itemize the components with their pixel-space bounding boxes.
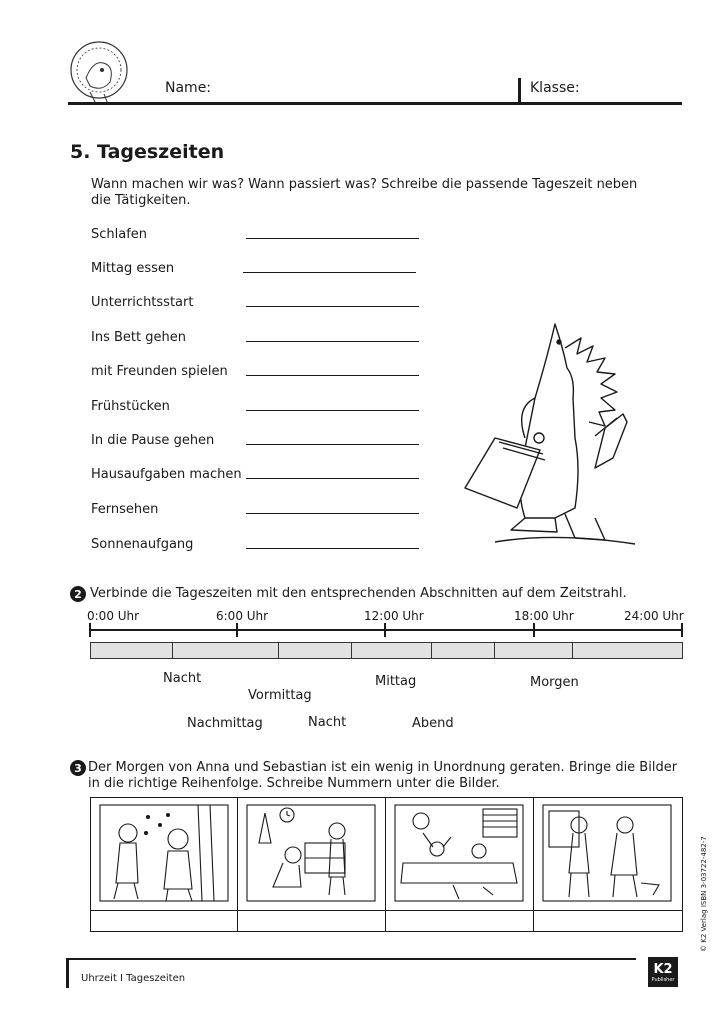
activity-label: Fernsehen bbox=[91, 502, 159, 517]
task2-instructions: Verbinde die Tageszeiten mit den entsprechenden Abschnitten auf dem Zeitstrahl. bbox=[90, 586, 627, 601]
activity-label: Mittag essen bbox=[91, 261, 175, 276]
daytime-word[interactable]: Nachmittag bbox=[187, 716, 263, 731]
timeline-segment-divider bbox=[572, 642, 573, 659]
timeline-segment-divider bbox=[278, 642, 279, 659]
k2-publisher-logo bbox=[648, 957, 678, 987]
timeline-segment-divider bbox=[351, 642, 352, 659]
timeline-tick-label: 6:00 Uhr bbox=[216, 609, 269, 623]
timeline-tick-label: 12:00 Uhr bbox=[364, 609, 424, 623]
daytime-word[interactable]: Morgen bbox=[530, 675, 579, 690]
answer-line[interactable] bbox=[246, 513, 419, 514]
timeline-segment-divider bbox=[431, 642, 432, 659]
picture-number-cell[interactable] bbox=[534, 911, 682, 931]
daytime-word[interactable]: Vormittag bbox=[248, 688, 312, 703]
activity-label: Sonnenaufgang bbox=[91, 537, 194, 552]
answer-line[interactable] bbox=[246, 375, 419, 376]
footer-title: Uhrzeit I Tageszeiten bbox=[81, 973, 186, 984]
task3-instructions: Der Morgen von Anna und Sebastian ist ein wenig in Unordnung geraten. Bringe die Bilder in die richtige Reihenfolge. Schreibe Nummern unter die Bilder. bbox=[88, 760, 678, 791]
name-label: Name: bbox=[165, 80, 212, 96]
activity-label: Ins Bett gehen bbox=[91, 330, 186, 345]
timeline-segment-divider bbox=[172, 642, 173, 659]
timeline-segment-divider bbox=[494, 642, 495, 659]
daytime-word[interactable]: Nacht bbox=[163, 671, 202, 686]
timeline-tick bbox=[681, 623, 683, 637]
answer-line[interactable] bbox=[246, 410, 419, 411]
header-rule bbox=[68, 102, 682, 105]
timeline-tick bbox=[89, 623, 91, 637]
timeline-tick bbox=[384, 623, 386, 637]
footer-rule bbox=[66, 958, 636, 960]
k2-logo-text: K2 bbox=[653, 961, 673, 977]
picture-number-cell[interactable] bbox=[386, 911, 532, 931]
page-title: 5. Tageszeiten bbox=[70, 141, 225, 163]
activity-label: Hausaufgaben machen bbox=[91, 467, 242, 482]
answer-line[interactable] bbox=[246, 306, 419, 307]
answer-line[interactable] bbox=[243, 272, 416, 273]
publisher-logo-icon bbox=[66, 38, 132, 108]
answer-line[interactable] bbox=[246, 444, 419, 445]
daytime-word[interactable]: Mittag bbox=[375, 674, 417, 689]
morning-scene-picture-icon bbox=[98, 803, 230, 903]
answer-line[interactable] bbox=[246, 478, 419, 479]
answer-line[interactable] bbox=[246, 548, 419, 549]
footer-divider bbox=[66, 958, 69, 988]
answer-line[interactable] bbox=[246, 238, 419, 239]
header-divider bbox=[518, 78, 521, 104]
waking-up-picture-icon bbox=[393, 803, 525, 903]
daytime-word[interactable]: Nacht bbox=[308, 715, 347, 730]
activity-label: mit Freunden spielen bbox=[91, 364, 228, 379]
copyright-text: © K2 Verlag ISBN 3-03722-482-7 bbox=[700, 836, 708, 952]
timeline-tick-label: 0:00 Uhr bbox=[87, 609, 140, 623]
timeline-tick bbox=[533, 623, 535, 637]
timeline-bar[interactable] bbox=[90, 642, 683, 659]
task2-number-badge: 2 bbox=[70, 586, 86, 602]
timeline-tick-label: 24:00 Uhr bbox=[624, 609, 684, 623]
picture-number-cell[interactable] bbox=[238, 911, 384, 931]
daytime-word[interactable]: Abend bbox=[412, 716, 454, 731]
task1-instructions: Wann machen wir was? Wann passiert was? Schreibe die passende Tageszeit neben die Tätigkeiten. bbox=[91, 177, 638, 208]
k2-logo-subtext: Publisher bbox=[651, 976, 675, 983]
answer-line[interactable] bbox=[246, 341, 419, 342]
getting-dressed-picture-icon bbox=[245, 803, 377, 903]
klasse-label: Klasse: bbox=[530, 80, 580, 96]
brushing-teeth-picture-icon bbox=[541, 803, 673, 903]
timeline-tick-label: 18:00 Uhr bbox=[514, 609, 574, 623]
hedgehog-illustration-icon bbox=[455, 318, 670, 548]
activity-label: Unterrichtsstart bbox=[91, 295, 194, 310]
picture-number-cell[interactable] bbox=[91, 911, 236, 931]
activity-label: Schlafen bbox=[91, 227, 148, 242]
activity-label: In die Pause gehen bbox=[91, 433, 215, 448]
timeline-tick bbox=[236, 623, 238, 637]
timeline-axis bbox=[90, 629, 683, 631]
task3-number-badge: 3 bbox=[70, 760, 86, 776]
activity-label: Frühstücken bbox=[91, 399, 170, 414]
